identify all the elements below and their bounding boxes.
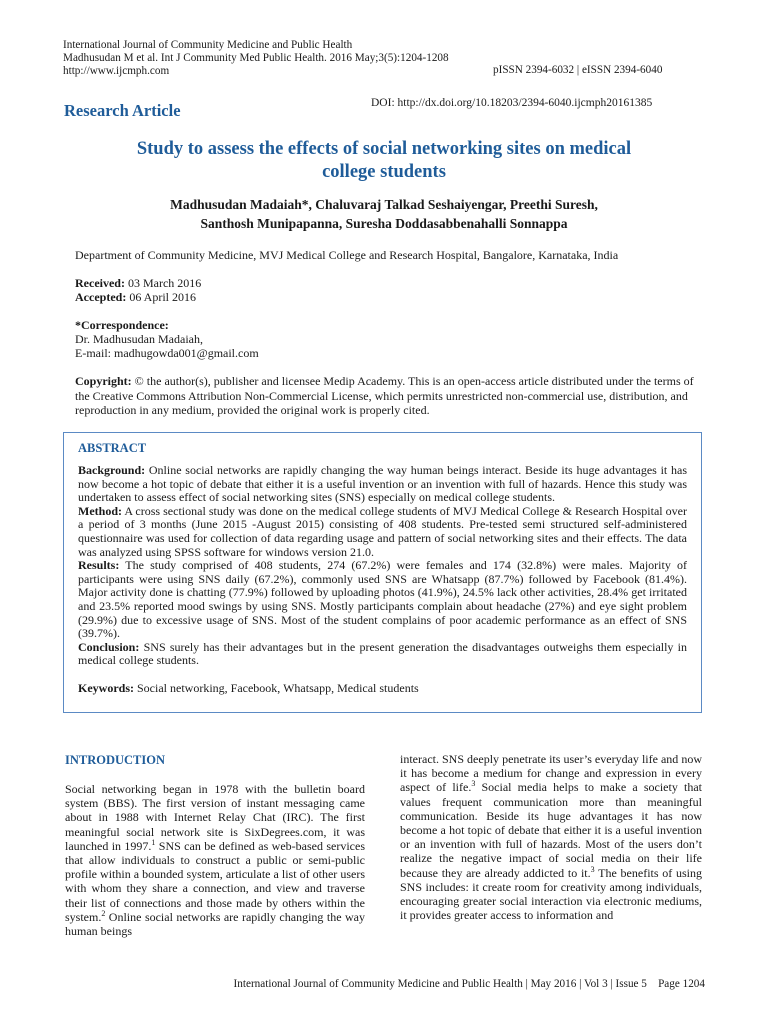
correspondence-name: Dr. Madhusudan Madaiah,	[75, 332, 203, 346]
article-type: Research Article	[64, 101, 181, 120]
abstract-results	[78, 559, 687, 641]
abstract-keywords	[78, 682, 687, 696]
background-text: Online social networks are rapidly changing the way human beings interact. Beside its huge advantages it has now become a hot topic of debate that either it is a useful invention or an invention with full of hazards. Hence this study was undertaken to assess effect of social networking sites (SNS) especially on medical college students.	[78, 463, 688, 505]
journal-name: International Journal of Community Medicine and Public Health	[63, 39, 353, 51]
affiliation: Department of Community Medicine, MVJ Medical College and Research Hospital, Bangalore, Karnataka, India	[75, 248, 619, 262]
reference-mark: 3	[590, 864, 595, 874]
intro-paragraph	[400, 752, 702, 922]
intro-text: Social media helps to make a society that values frequent communication more than meaningful communication. Beside its huge advantages it has now become a hot topic of debate that either it is a useful invention or an invention with full of hazards. Most of the users don’t realize the negative impact of social media on their life because they are already addicted to it.	[400, 780, 703, 880]
conclusion-text: SNS surely has their advantages but in the present generation the disadvantages outweighs them especially in medical college students.	[78, 639, 688, 668]
received	[75, 276, 201, 291]
journal-url[interactable]: http://www.ijcmph.com	[63, 65, 170, 77]
intro-right-column	[400, 752, 702, 922]
keywords-text: Social networking, Facebook, Whatsapp, Medical students	[137, 680, 419, 695]
abstract-method	[78, 505, 687, 559]
keywords-label: Keywords:	[78, 680, 134, 695]
abstract-conclusion	[78, 641, 687, 668]
correspondence-label: *Correspondence:	[75, 318, 169, 332]
copyright-label: Copyright:	[75, 374, 132, 388]
title-line: Study to assess the effects of social networking sites on medical	[136, 139, 632, 159]
reference-mark: 1	[151, 837, 156, 847]
method-text: A cross sectional study was done on the medical college students of MVJ Medical College & Research Hospital over a period of 3 months (June 2015 -August 2015) consisting of 408 students. Pre-tested semi structured self-administered questionnaire was used for collection of data regarding usage and pattern of social networking sites and their effects. The data was analyzed using SPSS software for windows version 21.0.	[78, 503, 687, 559]
authors	[60, 196, 708, 233]
results-label: Results:	[78, 558, 120, 573]
author-line: Madhusudan Madaiah*, Chaluvaraj Talkad Seshaiyengar, Preethi Suresh,	[170, 197, 598, 212]
method-label: Method:	[78, 503, 122, 518]
background-label: Background:	[78, 463, 146, 477]
abstract-heading: ABSTRACT	[78, 441, 147, 455]
abstract-body	[78, 464, 687, 696]
reference-mark: 3	[471, 779, 476, 789]
author-line: Santhosh Munipapanna, Suresha Doddasabbenahalli Sonnappa	[200, 215, 568, 231]
intro-text: interact. SNS deeply penetrate its user’s everyday life and now it has become a medium for change and expression in every aspect of life.	[400, 752, 702, 795]
title-line: college students	[322, 162, 446, 182]
results-text: The study comprised of 408 students, 274 (67.2%) were females and 174 (32.8%) were males. Majority of participants were using SNS daily (67.2%), commonly used SNS are Whatsapp (87.7%) followed by Facebook (81.4%). Major activity done is chatting (77.9%) followed by uploading photos (41.9%), 24.5% lack other activities, 28.4% get irritated and 23.5% reported mood swings by using SNS. Mostly participants complain about headache (27%) and eye sight problem (29.9%) due to excessive usage of SNS. Most of the student complains of poor academic performance as an effect of SNS (39.7%).	[78, 558, 687, 641]
received-date: 03 March 2016	[127, 276, 202, 290]
doi[interactable]: DOI: http://dx.doi.org/10.18203/2394-6040.ijcmph20161385	[371, 97, 653, 109]
received-label: Received:	[75, 276, 125, 290]
intro-text: Online social networks are rapidly changing the way human beings	[65, 909, 365, 939]
intro-paragraph	[65, 782, 365, 938]
issn: pISSN 2394-6032 | eISSN 2394-6040	[493, 64, 663, 76]
accepted-date: 06 April 2016	[129, 290, 196, 304]
article-title	[60, 138, 708, 184]
introduction-heading: INTRODUCTION	[65, 753, 166, 767]
intro-text: Social networking began in 1978 with the bulletin board system (BBS). The first version of instant messaging came about in 1988 with Internet Relay Chat (IRC). The first meaningful social network site is SixDegrees.com, it was launched in 1997.	[65, 782, 365, 853]
intro-text: SNS can be defined as web-based services that allow individuals to construct a public or semi-public profile within a bounded system, articulate a list of other users with whom they share a connection, and view and traverse their list of connections and those made by others within the system.	[65, 838, 365, 924]
intro-text: The benefits of using SNS includes: it create room for creativity among individuals, encouraging greater social interaction via electronic mediums, it provides greater access to information and	[400, 865, 702, 923]
accepted	[75, 290, 196, 305]
intro-left-column	[65, 782, 365, 938]
correspondence-email[interactable]: E-mail: madhugowda001@gmail.com	[75, 346, 259, 360]
page-footer: International Journal of Community Medicine and Public Health | May 2016 | Vol 3 | Issue 5 Page 1204	[233, 978, 705, 990]
copyright-text: © the author(s), publisher and licensee Medip Academy. This is an open-access article distributed under the terms of the Creative Commons Attribution Non-Commercial License, which permits unrestricted non-commercial use, distribution, and reproduction in any medium, provided the original work is properly cited.	[75, 374, 694, 417]
copyright	[75, 374, 707, 418]
conclusion-label: Conclusion:	[78, 639, 140, 654]
reference-mark: 2	[101, 908, 106, 918]
citation: Madhusudan M et al. Int J Community Med Public Health. 2016 May;3(5):1204-1208	[63, 52, 449, 64]
abstract-background	[78, 464, 687, 505]
accepted-label: Accepted:	[75, 290, 127, 304]
